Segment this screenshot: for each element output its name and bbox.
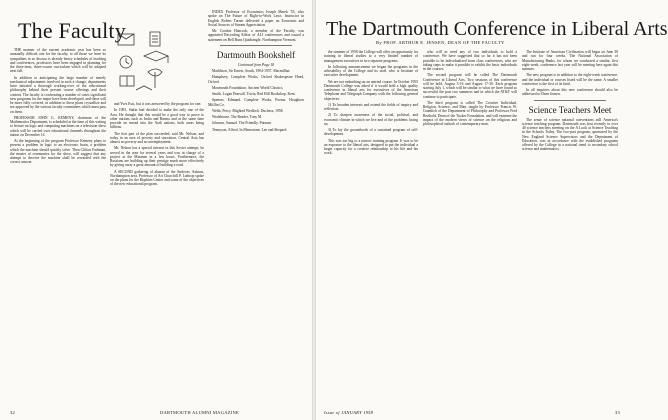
book-entry: Spenser, Edmund. Complete Works, Poems. Houghton Mifflin Co. bbox=[208, 98, 304, 107]
faculty-column-1 bbox=[10, 48, 106, 406]
paragraph: In 1905, Stalin had decided to make the only one of the Asia. He thought that this would be a good way to prove to other nations such as India and Burma and at the same time provide an inroad into the Arab nations, both areas being billions. bbox=[110, 108, 204, 130]
paragraph: The new program is in addition to the eight-week conference, and the individual or courses listed will be the same. A smaller conference is the first of its kind. bbox=[522, 73, 618, 86]
conference-column-3 bbox=[522, 50, 618, 406]
paragraph: the summer of 1958 the College will offer an opportunity for training in liberal studies to a very limited number of management executives in two separate programs. bbox=[324, 50, 418, 63]
book-entry: Tennyson, Alfred. In Memoriam. Lee and Shepard. bbox=[212, 127, 288, 132]
paragraph: A SECOND gathering of alumni of the Andover, Auburn, Northampton area, Professor of Art Churchill P. Lathrop spoke on the plans for the Hopkins Center and some of the objectives of the new educational program. bbox=[110, 169, 204, 187]
book-entry: Maddison, Sir Ernest, South, 1904-1957. Macmillan. bbox=[212, 69, 291, 73]
faculty-column-3 bbox=[208, 10, 304, 406]
paragraph: Mr. Nelson has a special interest in this Soviet attempt; he served in the area for several years and was in charge of a project at the Museum in a few hours. Furthermore, the Russians are building up their prestige much more effectively by giving away a great amount of building a road. bbox=[110, 146, 204, 168]
book-entry: Webb, Percy. Blighted Wedlock. Duchess, 1958. bbox=[212, 108, 284, 113]
book-entry: Monmouth Foundation. Ancient World Classics. bbox=[212, 85, 284, 90]
list-item: 1) To broaden interests and extend the fields of inquiry and reflection; bbox=[324, 102, 418, 111]
paragraph: Mr. Gordon Hancock, a member of the Faculty, was appointed Recording Editor of ALI conferences and issued a statement on Bell Runs Quadrangle, Northampton Vermont. bbox=[208, 29, 304, 42]
book-entry: Wodehouse. The Reader, Tony M. bbox=[212, 115, 263, 119]
paragraph: The second program will be called The Dartmouth Conference in Liberal Arts. Two sessions of this conference will be held, August 3-16 and August 17-30. Each program starting July 1, which will be similar to what we have found so successful the past two summers and in which the AT&T will continue to participate. bbox=[423, 73, 517, 99]
continued-note: Continued from Page 18 bbox=[237, 62, 275, 67]
paragraph: INDEX Professor of Economics Joseph Marek '53, who spoke on The Future of Right-to-Work Laws. Instructor in English Robert Turner delivered a paper on Economic and Social Sources of Stream Appreciation. bbox=[208, 10, 304, 27]
paragraph: PROFESSOR JOHN G. KEMENY, chairman of the Mathematics Department, is scheduled at the time of this writing to lecture on logic and computing machines on a television show which will be carried over educational channels throughout the nation on December 14. bbox=[10, 115, 106, 137]
page-number-right: 33 bbox=[615, 410, 620, 415]
paragraph: In all inquiries about this new conference should also be addressed to Dean Jensen. bbox=[522, 88, 618, 97]
divider bbox=[534, 100, 606, 101]
list-item: 2) To sharpen awareness of the social, political, and economic climate in which we live and of the problems facing us; bbox=[324, 113, 418, 126]
faculty-column-2 bbox=[110, 102, 204, 406]
paragraph: The sense of science national conventions still America's science teaching program. Dartmouth was host recently to over 40 science teachers meeting on the A Look at Science Teaching in the Schools Today. The two-part program, sponsored by the New England Science Supervisors and the Department of Education, was in accordance with the established programs offered by the College in a national trend to secondary school science and mathematics. bbox=[522, 117, 618, 152]
book-entry: Smith, Logan Pearsall. Trivia, Red Hill Bookshop, Kent. bbox=[212, 92, 296, 96]
paragraph: THE manner of the current academic year has been so unusually difficult one for the faculty, to all those we have its sympathies in so discuss is already heavy schedules of teaching and conferences, professors have been engaged in planning for the three-term, three-course curriculum which will be adopted next fall. bbox=[10, 48, 106, 74]
right-page bbox=[316, 0, 668, 420]
science-teachers-heading: Science Teachers Meet bbox=[528, 104, 612, 115]
conference-column-2 bbox=[423, 50, 517, 406]
paragraph: and Yves Essi, but it was answered by the program for one. bbox=[114, 102, 202, 106]
magazine-name-footer: DARTMOUTH ALUMNI MAGAZINE bbox=[160, 410, 239, 415]
divider bbox=[220, 45, 292, 46]
paragraph: We are not embarking on an untried course. In October 1955 Dartmouth College was asked if it would hold a high quality conference in liberal arts for executives of the American Telephone and Telegraph Company with the following general objectives: bbox=[324, 79, 418, 101]
issue-date-footer: Issue of JANUARY 1958 bbox=[324, 410, 374, 415]
conference-column-1 bbox=[324, 50, 418, 406]
paragraph: This was too big to a narrow training program. It was to be an exposure to the liberal arts, designed to put the individual a larger capacity for a creative relationship to his life and his work. bbox=[324, 138, 418, 156]
book-entry: Johnson, Samuel. The Friendly. Putnam. bbox=[212, 121, 272, 126]
paragraph: The third program is called The Creative Individual, Religion, Science, and Man, taught by Professor Francis W. Gramlich of the Department of Philosophy and Professor Fred Berthold, Dean of the Tucker Foundation, and will examine the impact of the modern views of science on the religious and philosophical outlook of contemporary man. bbox=[423, 100, 517, 126]
paragraph: who will as need any of two individuals to hold a conference. We have suggested that so far it has not been possible to be individualized from class conferences, who are taking steps to make it possible to exhibit the basic individuals in the courses. bbox=[423, 50, 517, 71]
page-number-left: 32 bbox=[10, 410, 15, 415]
paragraph: In addition to anticipating the large number of merely mechanical adjustments involved in such a change, departments have initiated a thorough working-over of the educational philosophy behind their present course offerings and their content. The faculty is confronting a number of cases significant new programs for the major have been developed, and these will be more fully covered, in addition to those plans crystallize and are approved by the various faculty committees which must pass on them. bbox=[10, 75, 106, 114]
paragraph: In following announcement we began the programs in the advisability of the College and its staff, who is Institute of executive development. bbox=[324, 64, 418, 78]
academic-ornament-icon bbox=[112, 28, 180, 98]
book-entry: Humphrey, Complete Works, Oxford Shakespeare Head, Oxford. bbox=[208, 75, 304, 84]
paragraph: The Institute of American Civilization will begin on June 30 and run for four weeks. The National Association of Manufacturing Banks, for whom we conducted a similar, first eight-week, conference last year will be meeting here again this summer. bbox=[522, 50, 618, 71]
page-title-conference: The Dartmouth Conference in Liberal Arts bbox=[326, 18, 668, 40]
paragraph: The first part of the plan succeeded, said Mr. Nelson, and today in an area of poverty and starvation, Central Asia has almost no poverty and no unemployment. bbox=[110, 131, 204, 144]
bookshelf-heading: Dartmouth Bookshelf bbox=[216, 49, 296, 60]
byline: By PROF. ARTHUR E. JENSEN, DEAN OF THE FACULTY bbox=[376, 40, 505, 45]
paragraph: At the beginning of the program Professor Kemeny plans to present a problem in logic to an electronic brain, a problem which the machine should quickly solve. Then Clifton Fadiman, the master of ceremonies for the show, will suggest that any attempt to deceive the machine shall be rewarded with the correct answer. bbox=[10, 139, 106, 165]
list-item: 3) To lay the groundwork of a sustained program of self-development. bbox=[324, 128, 418, 137]
page-title-faculty: The Faculty bbox=[18, 18, 126, 43]
left-page bbox=[0, 0, 312, 420]
